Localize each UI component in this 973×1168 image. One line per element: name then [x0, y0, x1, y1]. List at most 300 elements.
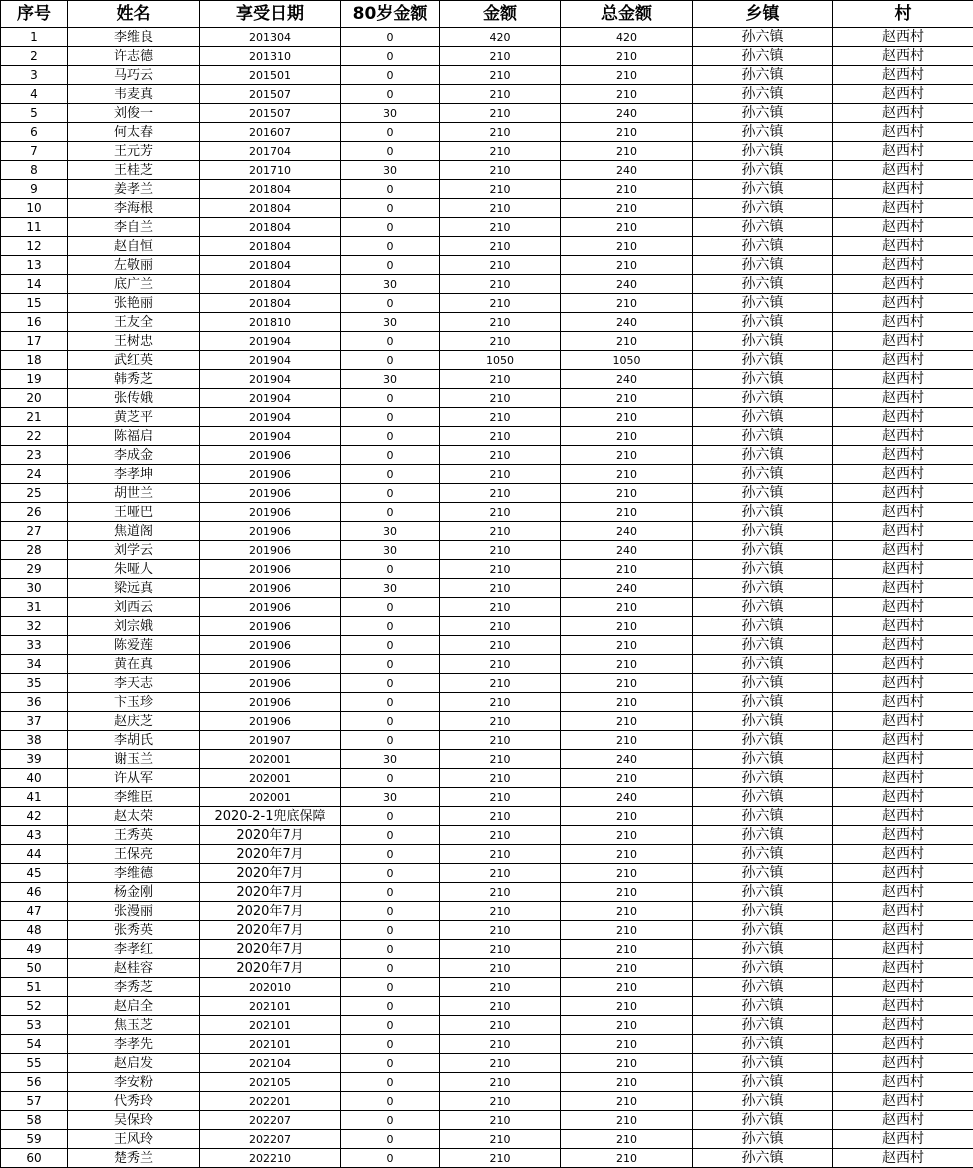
cell-date: 201906: [200, 560, 341, 579]
table-row: [1, 104, 973, 123]
cell-date: 202001: [200, 788, 341, 807]
cell-date: 201507: [200, 104, 341, 123]
cell-town: 孙六镇: [693, 142, 833, 161]
cell-bonus: 0: [341, 693, 440, 712]
cell-total: 210: [561, 978, 693, 997]
cell-town: 孙六镇: [693, 427, 833, 446]
cell-village: 赵西村: [833, 142, 973, 161]
cell-seq: 44: [1, 845, 68, 864]
cell-seq: 33: [1, 636, 68, 655]
cell-date: 202101: [200, 997, 341, 1016]
cell-amount: 210: [440, 807, 561, 826]
cell-name: 胡世兰: [68, 484, 200, 503]
cell-bonus: 0: [341, 769, 440, 788]
cell-amount: 210: [440, 256, 561, 275]
cell-date: 202001: [200, 750, 341, 769]
table-row: [1, 256, 973, 275]
cell-total: 210: [561, 826, 693, 845]
cell-bonus: 0: [341, 85, 440, 104]
cell-village: 赵西村: [833, 256, 973, 275]
cell-date: 2020年7月: [200, 959, 341, 978]
cell-bonus: 30: [341, 313, 440, 332]
cell-name: 刘学云: [68, 541, 200, 560]
cell-date: 201804: [200, 294, 341, 313]
cell-town: 孙六镇: [693, 104, 833, 123]
cell-bonus: 30: [341, 370, 440, 389]
cell-date: 201904: [200, 408, 341, 427]
cell-name: 李维臣: [68, 788, 200, 807]
cell-amount: 210: [440, 541, 561, 560]
table-row: [1, 408, 973, 427]
cell-seq: 47: [1, 902, 68, 921]
cell-village: 赵西村: [833, 826, 973, 845]
cell-amount: 210: [440, 142, 561, 161]
cell-name: 许从军: [68, 769, 200, 788]
cell-seq: 52: [1, 997, 68, 1016]
cell-town: 孙六镇: [693, 1149, 833, 1168]
cell-total: 210: [561, 142, 693, 161]
cell-amount: 210: [440, 218, 561, 237]
table-row: [1, 199, 973, 218]
cell-town: 孙六镇: [693, 959, 833, 978]
cell-village: 赵西村: [833, 161, 973, 180]
cell-town: 孙六镇: [693, 1111, 833, 1130]
cell-village: 赵西村: [833, 883, 973, 902]
cell-amount: 1050: [440, 351, 561, 370]
cell-bonus: 0: [341, 978, 440, 997]
cell-town: 孙六镇: [693, 674, 833, 693]
table-row: [1, 275, 973, 294]
cell-bonus: 0: [341, 1111, 440, 1130]
cell-date: 201804: [200, 237, 341, 256]
cell-bonus: 0: [341, 332, 440, 351]
cell-village: 赵西村: [833, 503, 973, 522]
cell-name: 黄在真: [68, 655, 200, 674]
cell-total: 210: [561, 427, 693, 446]
cell-bonus: 0: [341, 294, 440, 313]
cell-village: 赵西村: [833, 674, 973, 693]
table-row: [1, 28, 973, 47]
cell-seq: 9: [1, 180, 68, 199]
table-row: [1, 1073, 973, 1092]
cell-bonus: 0: [341, 1073, 440, 1092]
table-row: [1, 446, 973, 465]
cell-date: 202201: [200, 1092, 341, 1111]
table-row: [1, 636, 973, 655]
cell-date: 201804: [200, 180, 341, 199]
cell-date: 201904: [200, 351, 341, 370]
cell-amount: 210: [440, 1092, 561, 1111]
cell-town: 孙六镇: [693, 750, 833, 769]
cell-total: 210: [561, 560, 693, 579]
cell-date: 2020年7月: [200, 864, 341, 883]
cell-total: 240: [561, 579, 693, 598]
cell-town: 孙六镇: [693, 218, 833, 237]
cell-date: 201906: [200, 655, 341, 674]
cell-town: 孙六镇: [693, 940, 833, 959]
cell-amount: 210: [440, 66, 561, 85]
cell-bonus: 0: [341, 237, 440, 256]
cell-total: 210: [561, 883, 693, 902]
cell-amount: 210: [440, 1054, 561, 1073]
cell-village: 赵西村: [833, 693, 973, 712]
cell-amount: 210: [440, 199, 561, 218]
cell-village: 赵西村: [833, 123, 973, 142]
cell-seq: 37: [1, 712, 68, 731]
cell-seq: 8: [1, 161, 68, 180]
cell-village: 赵西村: [833, 959, 973, 978]
cell-bonus: 0: [341, 1016, 440, 1035]
cell-town: 孙六镇: [693, 864, 833, 883]
cell-town: 孙六镇: [693, 484, 833, 503]
table-row: [1, 484, 973, 503]
cell-town: 孙六镇: [693, 1054, 833, 1073]
cell-date: 2020年7月: [200, 921, 341, 940]
cell-amount: 210: [440, 161, 561, 180]
cell-bonus: 0: [341, 218, 440, 237]
cell-seq: 7: [1, 142, 68, 161]
cell-date: 201804: [200, 218, 341, 237]
cell-bonus: 30: [341, 104, 440, 123]
cell-amount: 210: [440, 522, 561, 541]
village-header: 村: [833, 1, 973, 28]
cell-date: 201310: [200, 47, 341, 66]
cell-bonus: 0: [341, 408, 440, 427]
cell-total: 210: [561, 940, 693, 959]
cell-seq: 60: [1, 1149, 68, 1168]
cell-seq: 54: [1, 1035, 68, 1054]
table-row: [1, 370, 973, 389]
cell-village: 赵西村: [833, 1016, 973, 1035]
cell-amount: 210: [440, 978, 561, 997]
cell-name: 赵自恒: [68, 237, 200, 256]
cell-seq: 18: [1, 351, 68, 370]
cell-seq: 11: [1, 218, 68, 237]
cell-seq: 19: [1, 370, 68, 389]
cell-total: 210: [561, 294, 693, 313]
cell-amount: 210: [440, 465, 561, 484]
cell-amount: 210: [440, 123, 561, 142]
cell-date: 201904: [200, 427, 341, 446]
cell-seq: 27: [1, 522, 68, 541]
cell-town: 孙六镇: [693, 85, 833, 104]
cell-total: 210: [561, 921, 693, 940]
cell-total: 210: [561, 1054, 693, 1073]
cell-date: 201804: [200, 275, 341, 294]
cell-date: 201906: [200, 503, 341, 522]
cell-name: 陈福启: [68, 427, 200, 446]
cell-village: 赵西村: [833, 731, 973, 750]
cell-name: 韩秀芝: [68, 370, 200, 389]
cell-date: 201904: [200, 332, 341, 351]
town-header: 乡镇: [693, 1, 833, 28]
table-row: [1, 237, 973, 256]
table-row: [1, 712, 973, 731]
cell-town: 孙六镇: [693, 199, 833, 218]
cell-town: 孙六镇: [693, 845, 833, 864]
table-row: [1, 218, 973, 237]
cell-name: 赵庆芝: [68, 712, 200, 731]
cell-seq: 55: [1, 1054, 68, 1073]
cell-bonus: 30: [341, 750, 440, 769]
cell-date: 201906: [200, 636, 341, 655]
cell-date: 201906: [200, 522, 341, 541]
cell-name: 卞玉珍: [68, 693, 200, 712]
cell-total: 210: [561, 256, 693, 275]
cell-town: 孙六镇: [693, 731, 833, 750]
cell-name: 王哑巴: [68, 503, 200, 522]
cell-amount: 210: [440, 85, 561, 104]
cell-seq: 29: [1, 560, 68, 579]
cell-bonus: 0: [341, 1092, 440, 1111]
cell-name: 刘俊一: [68, 104, 200, 123]
cell-town: 孙六镇: [693, 161, 833, 180]
cell-bonus: 0: [341, 807, 440, 826]
cell-town: 孙六镇: [693, 389, 833, 408]
cell-amount: 210: [440, 636, 561, 655]
cell-village: 赵西村: [833, 180, 973, 199]
cell-total: 210: [561, 180, 693, 199]
cell-town: 孙六镇: [693, 465, 833, 484]
cell-date: 201710: [200, 161, 341, 180]
cell-bonus: 0: [341, 427, 440, 446]
cell-village: 赵西村: [833, 1111, 973, 1130]
cell-village: 赵西村: [833, 845, 973, 864]
cell-date: 201906: [200, 446, 341, 465]
cell-date: 201904: [200, 389, 341, 408]
cell-total: 210: [561, 902, 693, 921]
table-row: [1, 864, 973, 883]
cell-total: 210: [561, 636, 693, 655]
bonus-80-header: 80岁金额: [341, 1, 440, 28]
cell-bonus: 0: [341, 503, 440, 522]
cell-town: 孙六镇: [693, 237, 833, 256]
cell-amount: 210: [440, 1149, 561, 1168]
cell-town: 孙六镇: [693, 769, 833, 788]
cell-seq: 51: [1, 978, 68, 997]
table-row: [1, 845, 973, 864]
cell-town: 孙六镇: [693, 522, 833, 541]
cell-amount: 210: [440, 864, 561, 883]
cell-town: 孙六镇: [693, 560, 833, 579]
cell-name: 赵启全: [68, 997, 200, 1016]
cell-village: 赵西村: [833, 408, 973, 427]
cell-seq: 6: [1, 123, 68, 142]
cell-seq: 53: [1, 1016, 68, 1035]
table-row: [1, 123, 973, 142]
cell-seq: 39: [1, 750, 68, 769]
cell-village: 赵西村: [833, 655, 973, 674]
table-row: [1, 617, 973, 636]
cell-amount: 210: [440, 712, 561, 731]
cell-seq: 12: [1, 237, 68, 256]
cell-seq: 21: [1, 408, 68, 427]
cell-seq: 5: [1, 104, 68, 123]
cell-town: 孙六镇: [693, 598, 833, 617]
cell-village: 赵西村: [833, 617, 973, 636]
cell-date: 201304: [200, 28, 341, 47]
cell-bonus: 0: [341, 997, 440, 1016]
cell-name: 武红英: [68, 351, 200, 370]
cell-town: 孙六镇: [693, 541, 833, 560]
cell-date: 201906: [200, 693, 341, 712]
cell-village: 赵西村: [833, 237, 973, 256]
cell-total: 210: [561, 1092, 693, 1111]
cell-seq: 30: [1, 579, 68, 598]
table-row: [1, 351, 973, 370]
cell-date: 2020年7月: [200, 902, 341, 921]
table-row: [1, 978, 973, 997]
cell-date: 202001: [200, 769, 341, 788]
cell-amount: 210: [440, 579, 561, 598]
cell-village: 赵西村: [833, 598, 973, 617]
cell-bonus: 0: [341, 959, 440, 978]
cell-date: 201704: [200, 142, 341, 161]
cell-seq: 10: [1, 199, 68, 218]
cell-total: 210: [561, 1149, 693, 1168]
cell-date: 201906: [200, 579, 341, 598]
cell-amount: 210: [440, 503, 561, 522]
cell-bonus: 0: [341, 1054, 440, 1073]
cell-name: 姜孝兰: [68, 180, 200, 199]
cell-bonus: 0: [341, 180, 440, 199]
cell-total: 210: [561, 997, 693, 1016]
header-row: [1, 1, 973, 28]
cell-bonus: 0: [341, 47, 440, 66]
cell-total: 240: [561, 788, 693, 807]
cell-amount: 210: [440, 313, 561, 332]
cell-town: 孙六镇: [693, 332, 833, 351]
cell-village: 赵西村: [833, 902, 973, 921]
cell-amount: 210: [440, 180, 561, 199]
cell-amount: 210: [440, 104, 561, 123]
cell-amount: 210: [440, 902, 561, 921]
cell-total: 210: [561, 408, 693, 427]
cell-amount: 210: [440, 427, 561, 446]
table-row: [1, 579, 973, 598]
cell-total: 210: [561, 484, 693, 503]
cell-amount: 210: [440, 408, 561, 427]
cell-town: 孙六镇: [693, 788, 833, 807]
cell-amount: 210: [440, 1035, 561, 1054]
table-row: [1, 180, 973, 199]
cell-total: 210: [561, 845, 693, 864]
cell-bonus: 0: [341, 1149, 440, 1168]
cell-seq: 4: [1, 85, 68, 104]
table-row: [1, 522, 973, 541]
cell-date: 202207: [200, 1111, 341, 1130]
cell-total: 1050: [561, 351, 693, 370]
cell-village: 赵西村: [833, 788, 973, 807]
cell-name: 李秀芝: [68, 978, 200, 997]
cell-town: 孙六镇: [693, 1130, 833, 1149]
cell-village: 赵西村: [833, 1130, 973, 1149]
cell-name: 李孝坤: [68, 465, 200, 484]
cell-bonus: 30: [341, 788, 440, 807]
cell-name: 王树忠: [68, 332, 200, 351]
cell-date: 201501: [200, 66, 341, 85]
cell-town: 孙六镇: [693, 1092, 833, 1111]
cell-total: 210: [561, 1035, 693, 1054]
cell-name: 张漫丽: [68, 902, 200, 921]
table-row: [1, 940, 973, 959]
cell-total: 210: [561, 123, 693, 142]
table-row: [1, 788, 973, 807]
cell-seq: 46: [1, 883, 68, 902]
cell-seq: 57: [1, 1092, 68, 1111]
cell-seq: 20: [1, 389, 68, 408]
cell-bonus: 0: [341, 845, 440, 864]
cell-name: 李胡氏: [68, 731, 200, 750]
cell-bonus: 0: [341, 1130, 440, 1149]
cell-bonus: 0: [341, 883, 440, 902]
cell-seq: 45: [1, 864, 68, 883]
cell-name: 王元芳: [68, 142, 200, 161]
cell-total: 210: [561, 465, 693, 484]
cell-village: 赵西村: [833, 427, 973, 446]
cell-amount: 210: [440, 769, 561, 788]
cell-village: 赵西村: [833, 1035, 973, 1054]
cell-village: 赵西村: [833, 1073, 973, 1092]
table-row: [1, 47, 973, 66]
cell-date: 201804: [200, 256, 341, 275]
cell-date: 202105: [200, 1073, 341, 1092]
cell-amount: 210: [440, 446, 561, 465]
cell-town: 孙六镇: [693, 180, 833, 199]
cell-seq: 56: [1, 1073, 68, 1092]
cell-date: 202207: [200, 1130, 341, 1149]
table-row: [1, 1092, 973, 1111]
cell-date: 201906: [200, 598, 341, 617]
cell-total: 210: [561, 959, 693, 978]
table-row: [1, 142, 973, 161]
cell-village: 赵西村: [833, 636, 973, 655]
cell-name: 王保亮: [68, 845, 200, 864]
table-row: [1, 959, 973, 978]
cell-bonus: 0: [341, 636, 440, 655]
cell-town: 孙六镇: [693, 294, 833, 313]
cell-seq: 50: [1, 959, 68, 978]
cell-name: 楚秀兰: [68, 1149, 200, 1168]
cell-amount: 210: [440, 237, 561, 256]
cell-bonus: 0: [341, 123, 440, 142]
cell-amount: 210: [440, 655, 561, 674]
cell-bonus: 0: [341, 826, 440, 845]
cell-date: 201906: [200, 712, 341, 731]
table-row: [1, 1111, 973, 1130]
cell-village: 赵西村: [833, 712, 973, 731]
total-header: 总金额: [561, 1, 693, 28]
cell-name: 陈爱莲: [68, 636, 200, 655]
cell-total: 240: [561, 161, 693, 180]
cell-amount: 210: [440, 921, 561, 940]
cell-seq: 24: [1, 465, 68, 484]
cell-village: 赵西村: [833, 560, 973, 579]
cell-total: 210: [561, 731, 693, 750]
cell-town: 孙六镇: [693, 655, 833, 674]
cell-name: 何太春: [68, 123, 200, 142]
cell-name: 赵启发: [68, 1054, 200, 1073]
cell-date: 202101: [200, 1035, 341, 1054]
cell-name: 张秀英: [68, 921, 200, 940]
table-row: [1, 332, 973, 351]
cell-bonus: 30: [341, 522, 440, 541]
cell-total: 210: [561, 199, 693, 218]
cell-village: 赵西村: [833, 85, 973, 104]
table-row: [1, 389, 973, 408]
cell-amount: 210: [440, 47, 561, 66]
cell-town: 孙六镇: [693, 883, 833, 902]
